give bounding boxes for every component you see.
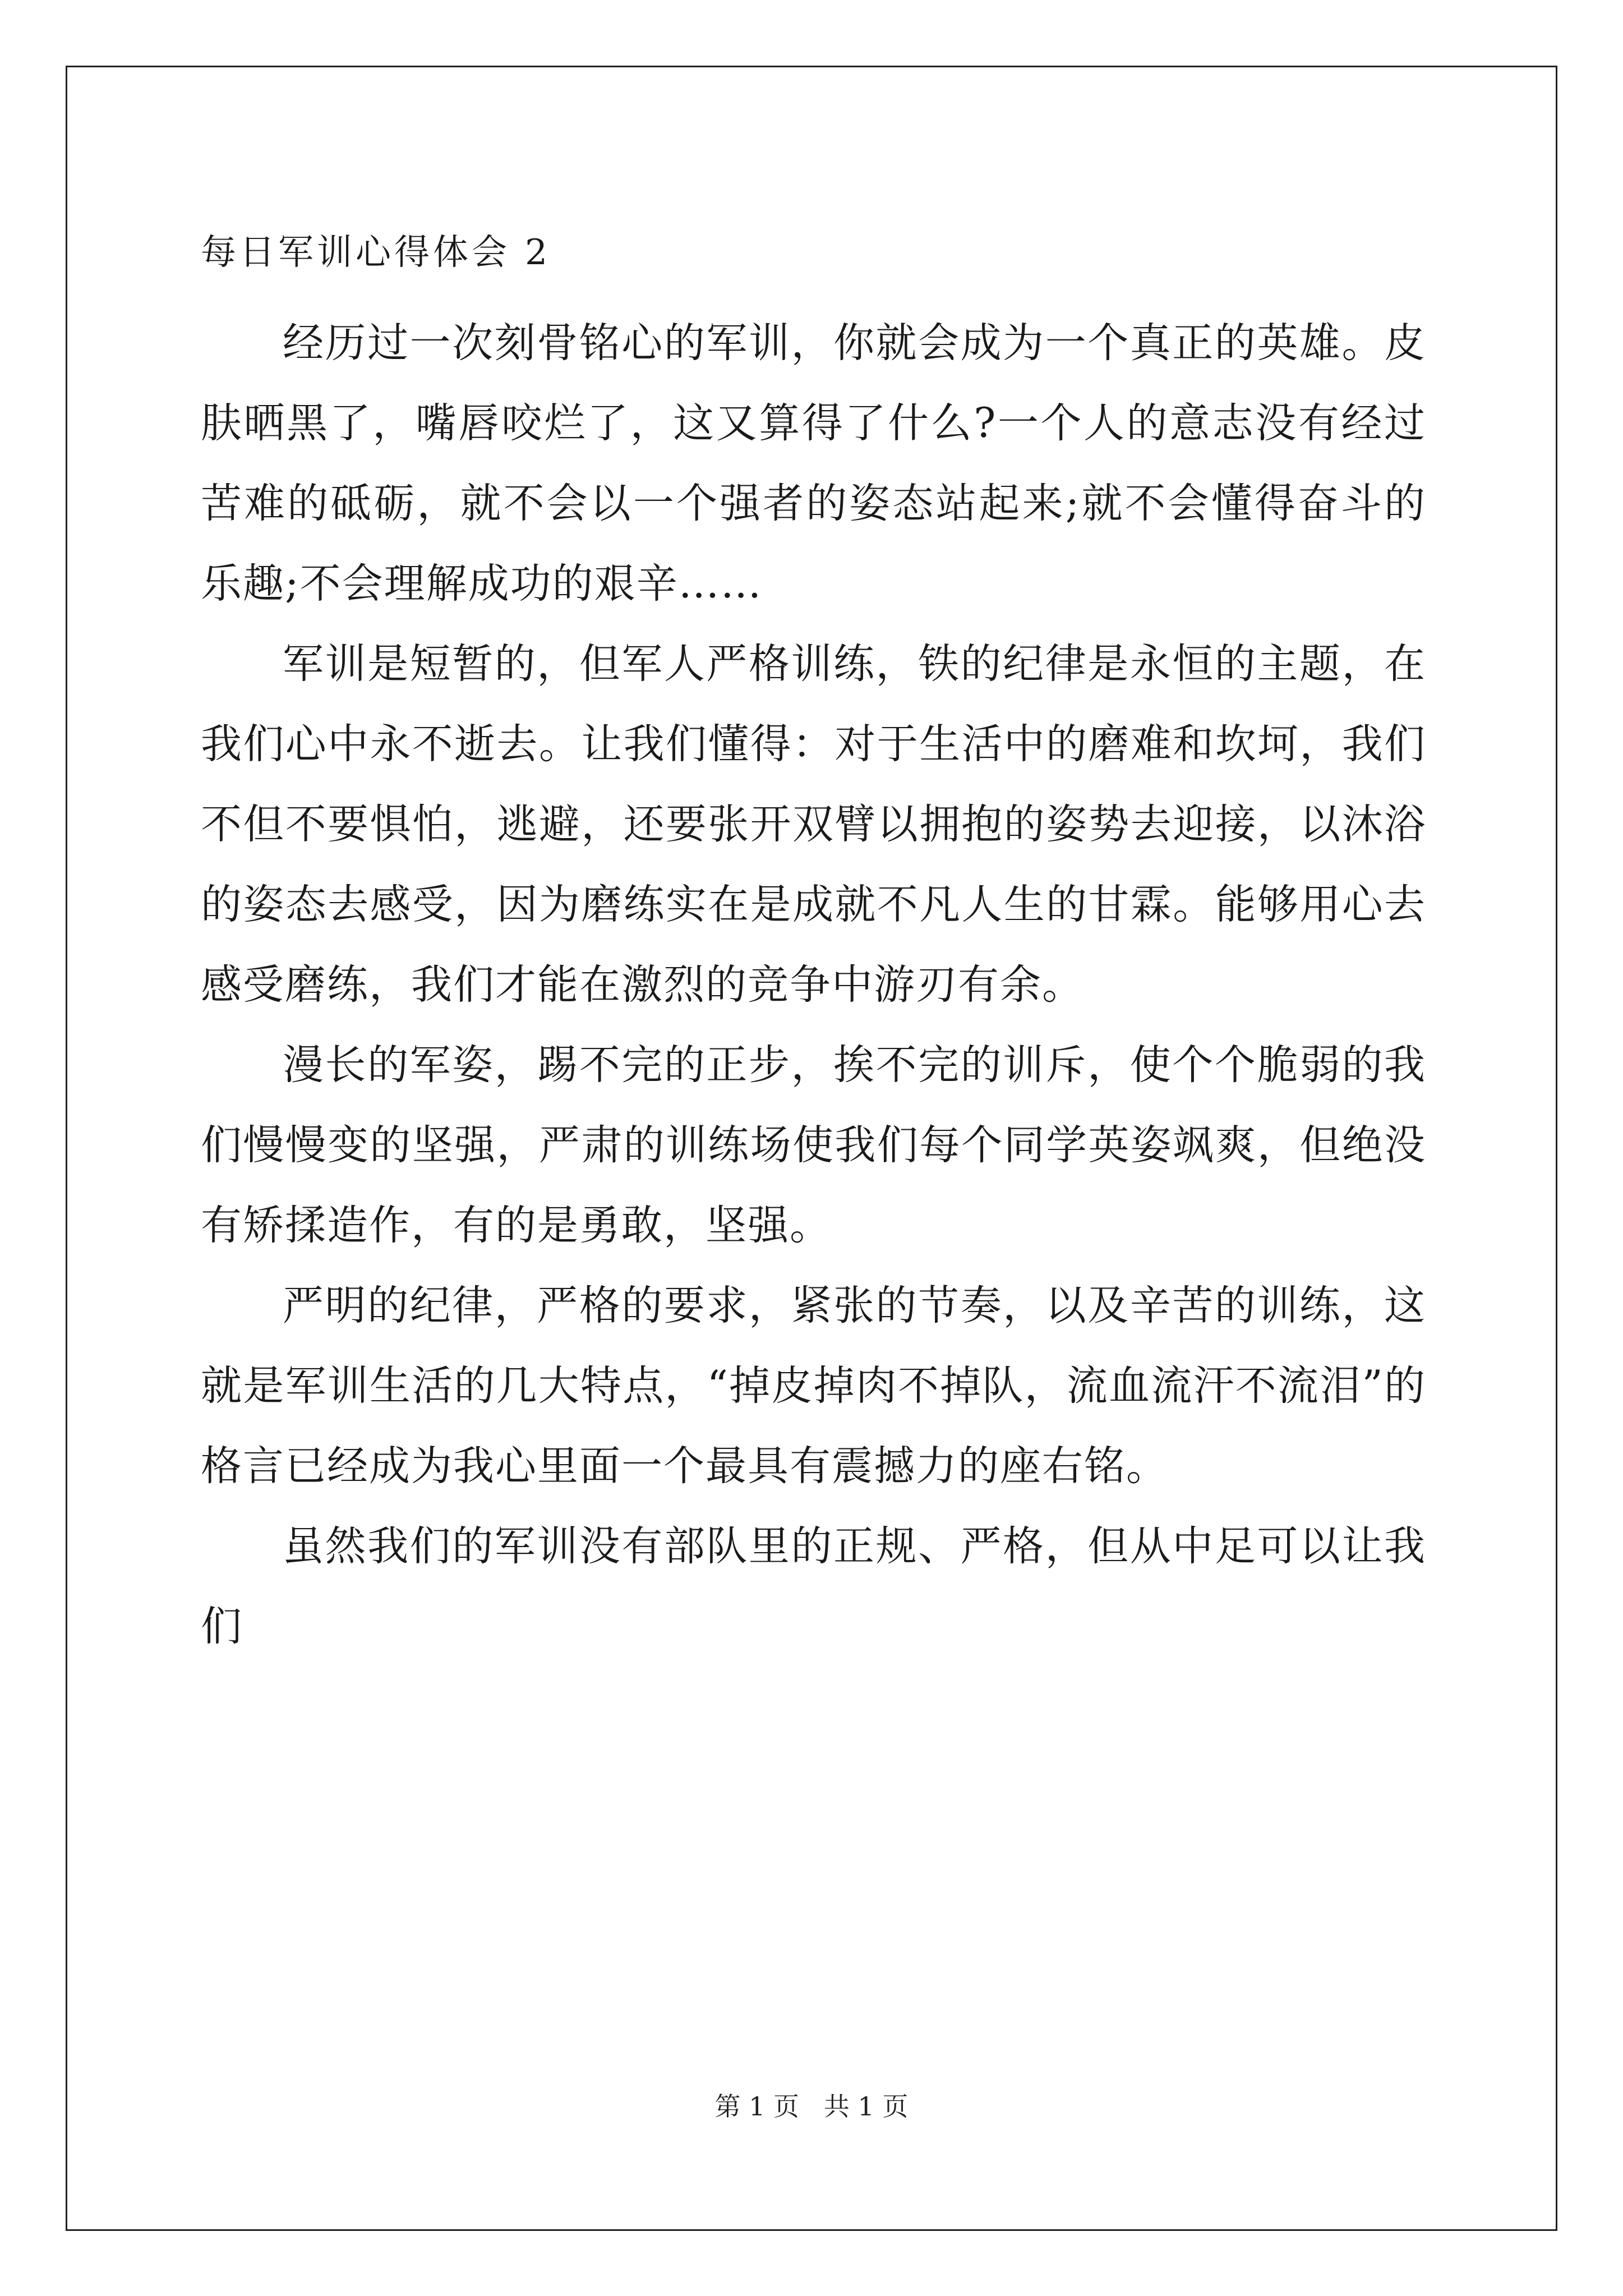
paragraph-1: 经历过一次刻骨铭心的军训，你就会成为一个真正的英雄。皮肤晒黑了，嘴唇咬烂了，这又算得了什么?一个人的意志没有经过苦难的砥砺，就不会以一个强者的姿态站起来;就不会懂得奋斗的乐趣;不会理解成功的艰辛…… xyxy=(201,319,1426,608)
paragraph-5: 虽然我们的军训没有部队里的正规、严格，但从中足可以让我们 xyxy=(201,1522,1426,1650)
document-title: 每日军训心得体会 2 xyxy=(201,232,551,273)
page-footer: 第 1 页 共 1 页 xyxy=(714,2091,909,2122)
paragraph-3: 漫长的军姿，踢不完的正步，挨不完的训斥，使个个脆弱的我们慢慢变的坚强，严肃的训练场使我们每个同学英姿飒爽，但绝没有矫揉造作，有的是勇敢，坚强。 xyxy=(201,1041,1426,1249)
paragraph-4: 严明的纪律，严格的要求，紧张的节奏，以及辛苦的训练，这就是军训生活的几大特点，“掉皮掉肉不掉队，流血流汗不流泪”的格言已经成为我心里面一个最具有震撼力的座右铭。 xyxy=(201,1282,1426,1490)
document-body xyxy=(201,303,1426,1667)
paragraph-2: 军训是短暂的，但军人严格训练，铁的纪律是永恒的主题，在我们心中永不逝去。让我们懂得：对于生活中的磨难和坎坷，我们不但不要惧怕，逃避，还要张开双臂以拥抱的姿势去迎接，以沐浴的姿态去感受，因为磨练实在是成就不凡人生的甘霖。能够用心去感受磨练，我们才能在激烈的竞争中游刃有余。 xyxy=(201,640,1426,1009)
